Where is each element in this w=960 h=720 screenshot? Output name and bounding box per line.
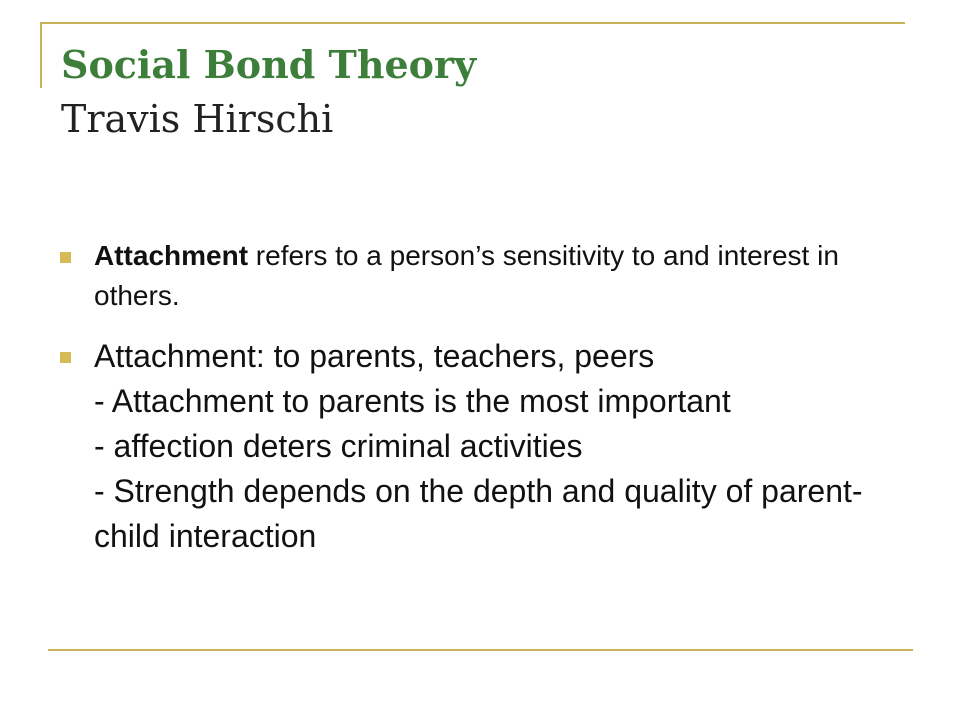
bullet-item-1 xyxy=(58,236,898,316)
bullet-text: : to parents, teachers, peers xyxy=(255,338,655,374)
title-text: Social Bond Theory xyxy=(61,42,477,87)
top-rule xyxy=(40,22,905,24)
left-rule xyxy=(40,22,42,88)
bullet-heading-line xyxy=(94,334,898,379)
slide-title xyxy=(61,38,901,146)
bullet-item-2 xyxy=(58,334,898,559)
bullet-list xyxy=(58,236,898,559)
square-bullet-icon xyxy=(60,352,71,363)
bullet-term: Attachment xyxy=(94,338,256,374)
square-bullet-icon xyxy=(60,252,71,263)
bullet-text: refers to a person’s sensitivity to and interest in others. xyxy=(94,240,839,311)
bullet-term: Attachment xyxy=(94,240,249,271)
bottom-rule xyxy=(48,649,913,651)
sub-point: - Strength depends on the depth and quality of parent-child interaction xyxy=(94,473,863,554)
sub-point: - affection deters criminal activities xyxy=(94,428,583,464)
sub-point: - Attachment to parents is the most important xyxy=(94,383,731,419)
subtitle-text: Travis Hirschi xyxy=(61,97,334,141)
